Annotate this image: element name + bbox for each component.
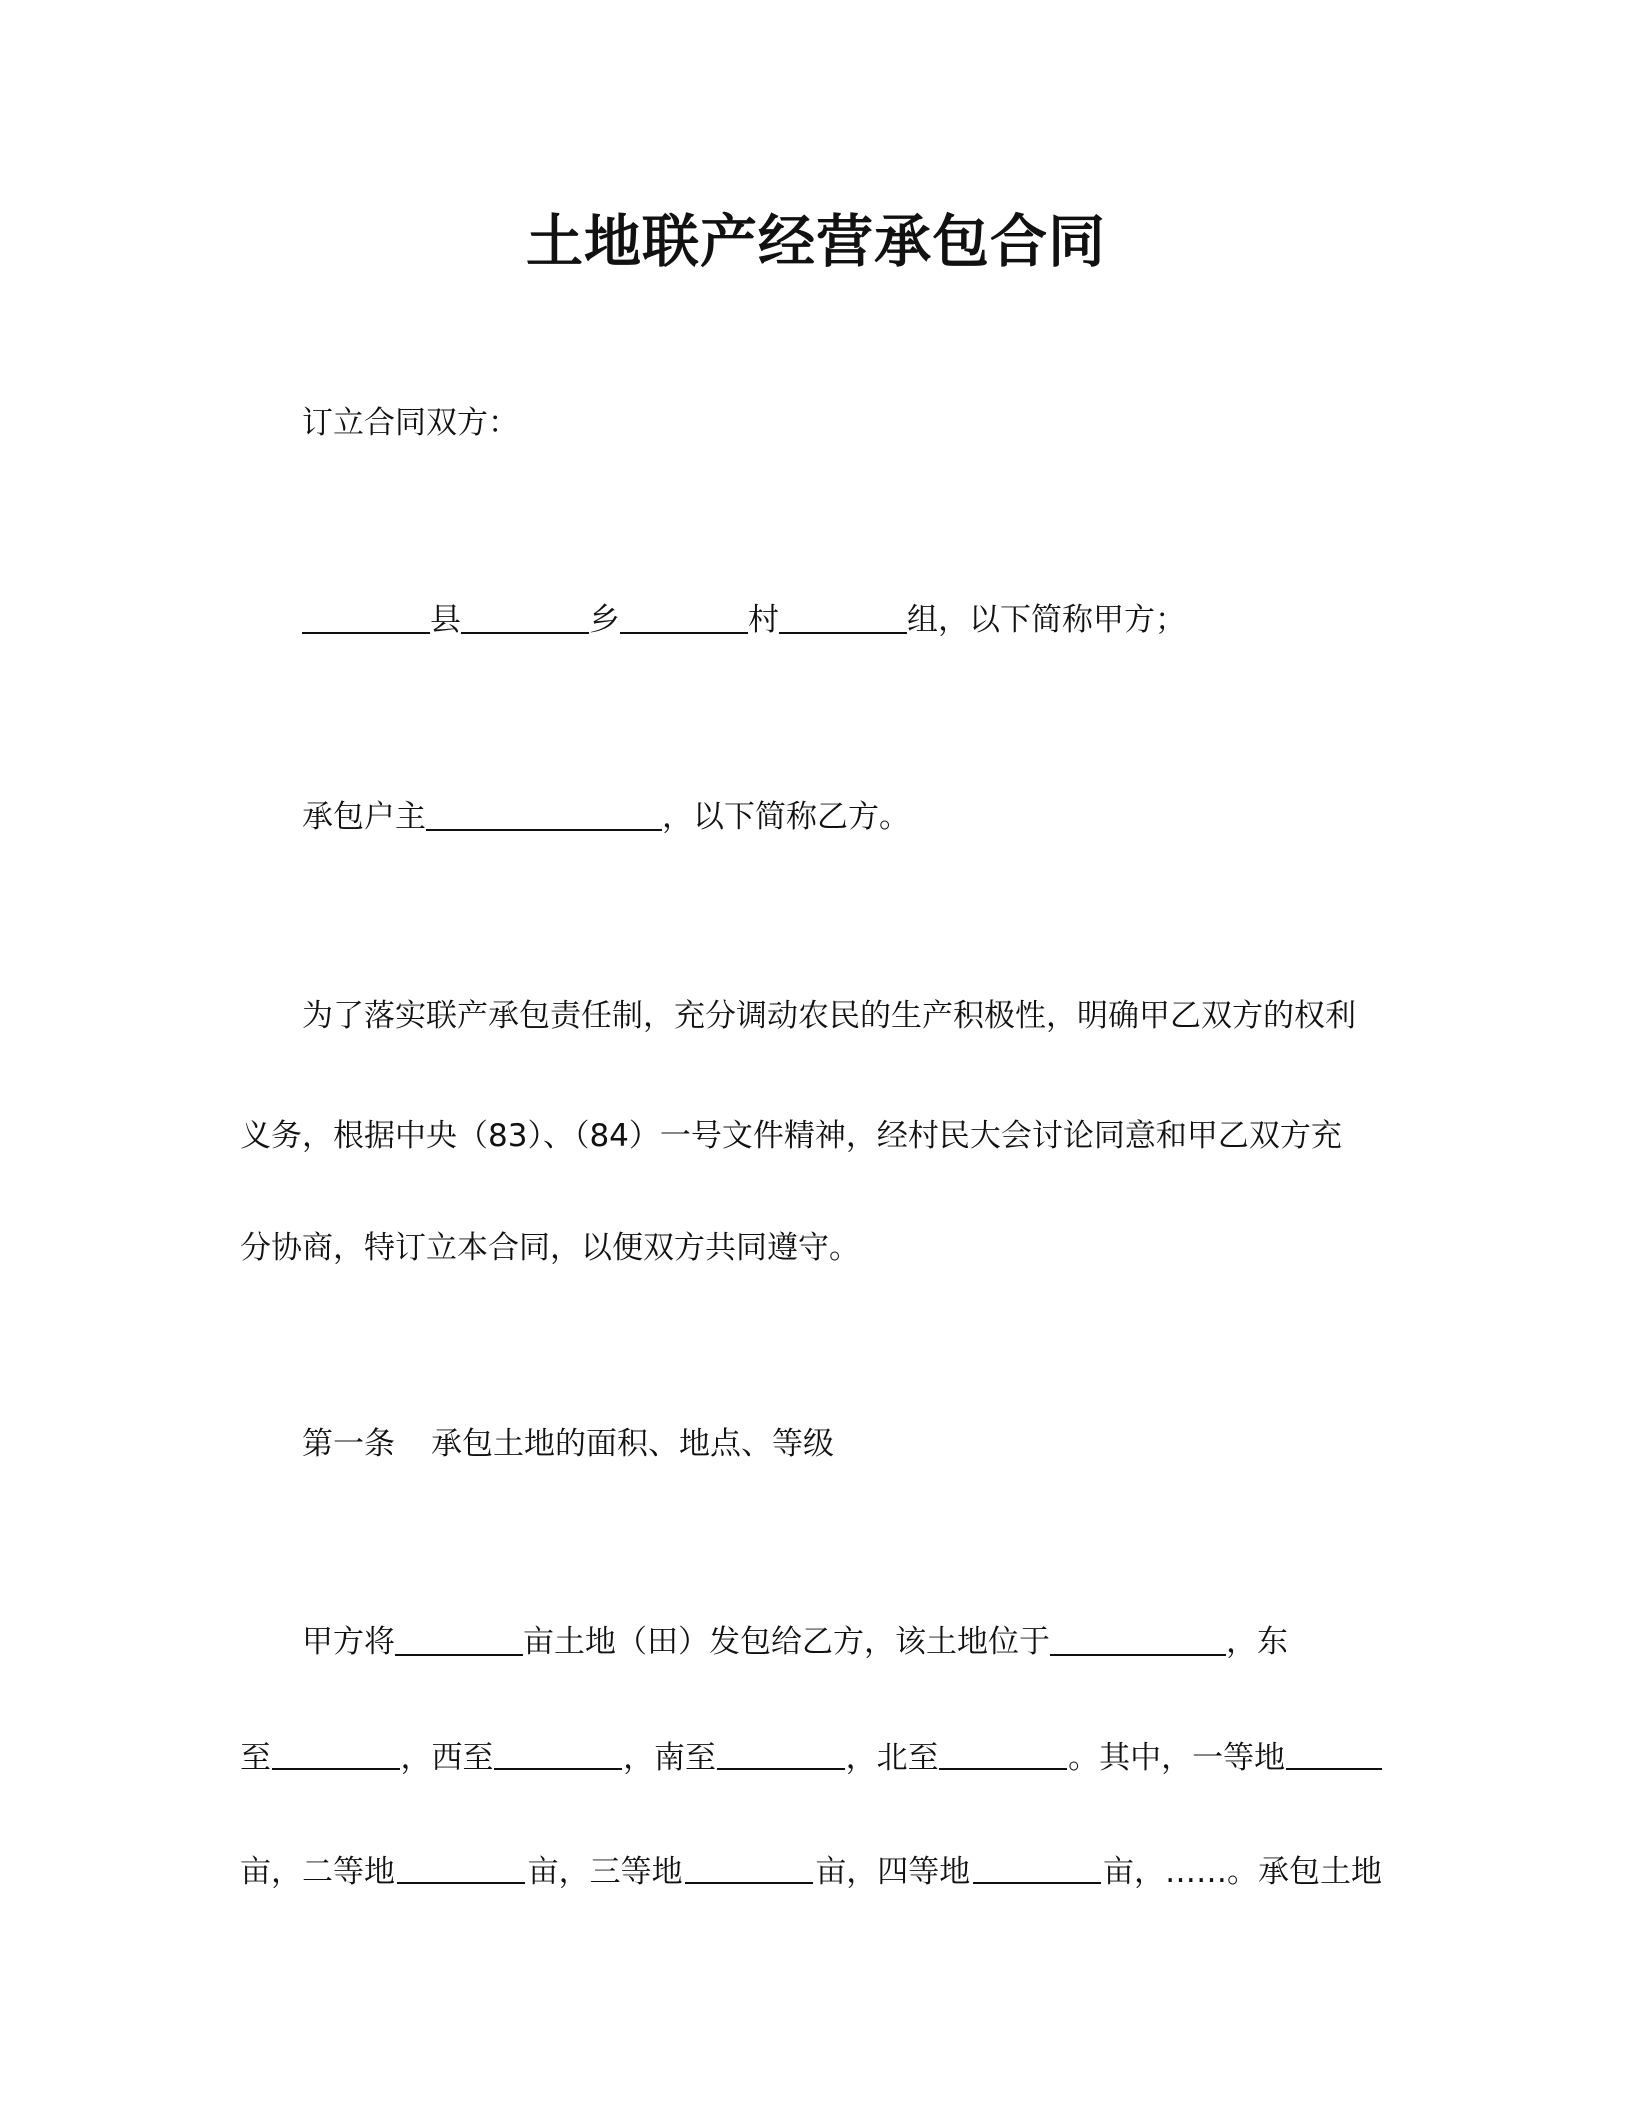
area-blank (395, 1624, 523, 1656)
body-text: 。其中，一等地 (1068, 1740, 1286, 1776)
village-blank (620, 602, 748, 634)
township-blank (461, 602, 589, 634)
west-boundary-blank (494, 1738, 622, 1770)
party-b-suffix: ，以下简称乙方。 (662, 799, 910, 835)
east-boundary-blank (272, 1738, 400, 1770)
preamble-line: 分协商，特订立本合同，以便双方共同遵守。 (240, 1230, 860, 1266)
grade-2-blank (397, 1852, 525, 1884)
article-1-body-line (240, 1852, 1382, 1892)
party-a-line (302, 600, 1186, 640)
article-title: 承包土地的面积、地点、等级 (431, 1426, 834, 1462)
body-text: ，东 (1226, 1624, 1288, 1660)
county-label: 县 (430, 602, 461, 638)
article-1-heading (302, 1424, 834, 1464)
group-blank (779, 602, 907, 634)
body-text: 亩，……。承包土地 (1102, 1854, 1382, 1890)
township-label: 乡 (589, 602, 620, 638)
body-text: 亩，四等地 (815, 1854, 971, 1890)
preamble-line: 为了落实联产承包责任制，充分调动农民的生产积极性，明确甲乙双方的权利 (302, 998, 1356, 1034)
body-text: 亩，二等地 (240, 1854, 395, 1890)
preamble-line: 义务，根据中央（83）、（84）一号文件精神，经村民大会讨论同意和甲乙双方充 (240, 1118, 1342, 1154)
article-1-body-line (240, 1738, 1382, 1778)
body-text: ，南至 (623, 1740, 717, 1776)
north-boundary-blank (939, 1738, 1067, 1770)
body-text: ，西至 (400, 1740, 494, 1776)
party-b-line (302, 797, 910, 837)
south-boundary-blank (717, 1738, 845, 1770)
parties-intro: 订立合同双方： (302, 405, 519, 441)
body-text: 亩土地（田）发包给乙方，该土地位于 (523, 1624, 1050, 1660)
body-text: 至 (240, 1740, 271, 1776)
group-label: 组，以下简称甲方； (907, 602, 1186, 638)
location-blank (1050, 1624, 1226, 1656)
grade-1-blank (1286, 1738, 1382, 1770)
body-text: 亩，三等地 (527, 1854, 683, 1890)
county-blank (302, 602, 430, 634)
body-text: ，北至 (845, 1740, 939, 1776)
body-text: 甲方将 (302, 1624, 395, 1660)
party-b-name-blank (426, 799, 662, 831)
article-1-body-line (302, 1622, 1288, 1662)
village-label: 村 (748, 602, 779, 638)
party-b-prefix: 承包户主 (302, 799, 426, 835)
contract-title: 土地联产经营承包合同 (526, 209, 1106, 275)
article-number: 第一条 (302, 1426, 395, 1462)
grade-4-blank (973, 1852, 1101, 1884)
grade-3-blank (685, 1852, 813, 1884)
